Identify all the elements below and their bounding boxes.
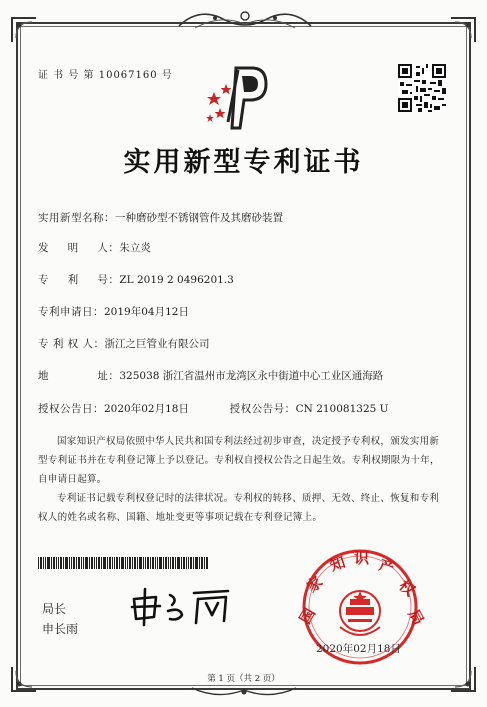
- field-address: [38, 368, 383, 383]
- qr-code-icon: [398, 64, 446, 112]
- field-name: [38, 210, 283, 225]
- field-patent-no-label: 专 利 号：: [38, 274, 120, 286]
- field-patentee-label: 专 利 权 人：: [38, 338, 105, 350]
- corner-ornament-icon: [10, 16, 38, 44]
- svg-text:识: 识: [354, 549, 370, 567]
- field-grant-no-value: CN 210081325 U: [295, 403, 389, 415]
- field-grant-date-label: 授权公告日：: [38, 403, 104, 415]
- field-grant-no-label: 授权公告号：: [229, 403, 296, 415]
- director-signature: [128, 585, 238, 627]
- legal-status-paragraph: 专利证书记载专利权登记时的法律状况。专利权的转移、质押、无效、终止、恢复和专利权人的姓名或名称、国籍、地址变更等事项记载在专利登记簿上。: [38, 493, 440, 523]
- director-title: 局长: [42, 602, 67, 616]
- field-patent-no-value: ZL 2019 2 0496201.3: [119, 274, 234, 286]
- field-inventor-label: 发 明 人：: [38, 242, 120, 254]
- svg-text:权: 权: [395, 576, 419, 600]
- field-address-value: 325038 浙江省温州市龙湾区永中街道中心工业区通海路: [119, 370, 384, 382]
- field-address-label: 地 址：: [38, 370, 120, 382]
- field-patentee: [38, 336, 210, 351]
- bottom-flourish-icon: [188, 682, 300, 700]
- svg-text:知: 知: [327, 553, 348, 575]
- field-grant-date-value: 2020年02月18日: [104, 403, 189, 415]
- corner-ornament-icon: [449, 16, 477, 44]
- barcode-icon: [38, 557, 208, 569]
- field-patent-no: [38, 272, 234, 287]
- svg-text:局: 局: [404, 606, 428, 629]
- field-filing-date-value: 2019年04月12日: [104, 306, 189, 318]
- field-name-label: 实用新型名称：: [38, 212, 115, 224]
- field-grant: [38, 401, 389, 416]
- page-number: 第 1 页（共 2 页）: [207, 674, 280, 684]
- top-flourish-icon: [175, 6, 315, 32]
- director-name: 申长雨: [42, 622, 79, 636]
- field-inventor-value: 朱立炎: [119, 242, 151, 254]
- field-name-value: 一种磨砂型不锈钢管件及其磨砂装置: [115, 212, 283, 224]
- certificate-title: 实用新型专利证书: [123, 147, 364, 178]
- field-patentee-value: 浙江之巨管业有限公司: [104, 338, 210, 350]
- field-filing-date: [38, 304, 189, 319]
- grant-statement-paragraph: 国家知识产权局依照中华人民共和国专利法经过初步审查，决定授予专利权，颁发实用新型专利证书并在专利登记簿上予以登记。专利权自授权公告之日起生效。专利权期限为十年，自申请日起算。: [38, 436, 440, 485]
- svg-text:国: 国: [295, 604, 319, 627]
- cnipa-emblem-icon: [200, 62, 272, 134]
- svg-text:家: 家: [303, 572, 327, 597]
- field-inventor: [38, 240, 151, 255]
- svg-text:产: 产: [376, 555, 397, 578]
- certificate-number: 证 书 号 第 10067160 号: [38, 70, 173, 81]
- field-filing-date-label: 专利申请日：: [38, 306, 104, 318]
- seal-date: 2020年02月18日: [316, 643, 401, 655]
